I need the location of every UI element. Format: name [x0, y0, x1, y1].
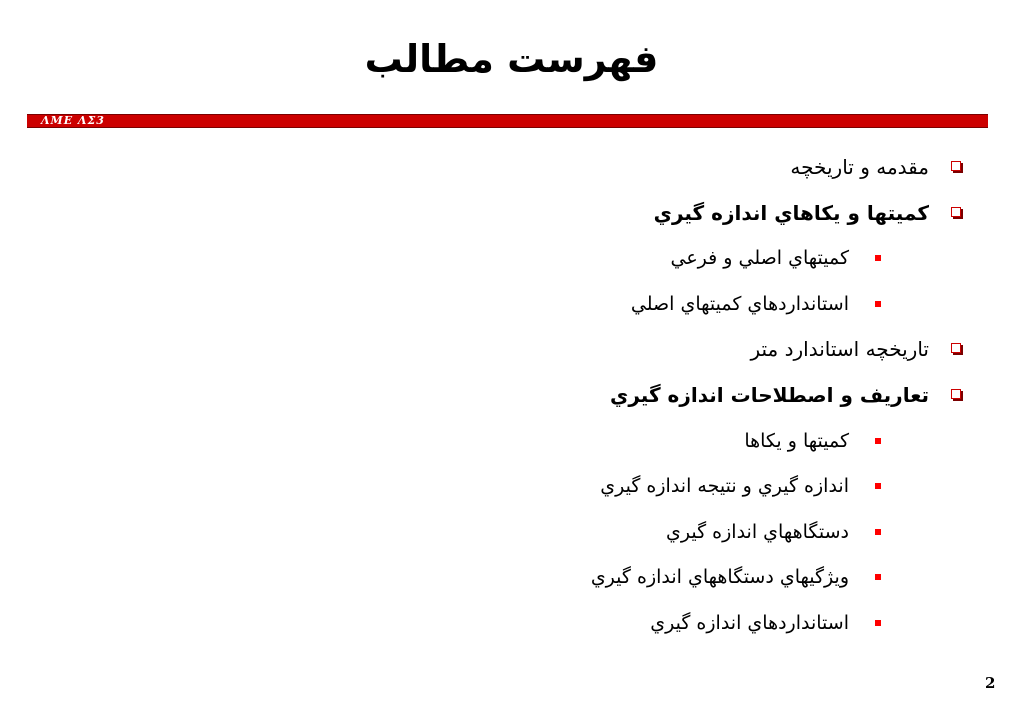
toc-item-label: استانداردهاي كميتهاي اصلي [630, 292, 849, 315]
toc-subitem-measurement-standards [405, 604, 965, 650]
page-number: 2 [985, 674, 996, 692]
toc-item-label: استانداردهاي اندازه گيري [650, 611, 849, 634]
header-bar-logo-text: ΛΜΕ ΛΣ3 [41, 114, 105, 127]
toc-subitem-measurement-result [405, 467, 965, 513]
filled-square-icon [875, 529, 881, 535]
toc-item-definitions [405, 376, 965, 422]
hollow-square-icon [951, 161, 961, 171]
slide-title: فهرست مطالب [364, 37, 659, 81]
table-of-contents [405, 148, 965, 650]
toc-item-label: مقدمه و تاريخچه [790, 155, 929, 179]
toc-item-label: كميتها و يكاهاي اندازه گيري [653, 200, 929, 225]
filled-square-icon [875, 301, 881, 307]
toc-subitem-quantities-units [405, 422, 965, 468]
toc-item-label: كميتها و يكاها [744, 429, 849, 452]
filled-square-icon [875, 438, 881, 444]
hollow-square-icon [951, 389, 961, 399]
toc-subitem-instrument-characteristics [405, 558, 965, 604]
toc-item-label: اندازه گيري و نتيجه اندازه گيري [600, 475, 849, 498]
toc-item-quantities-units [405, 194, 965, 240]
header-bar [27, 114, 988, 128]
toc-item-meter-history [405, 330, 965, 376]
filled-square-icon [875, 574, 881, 580]
toc-item-introduction [405, 148, 965, 194]
toc-subitem-base-derived [405, 239, 965, 285]
filled-square-icon [875, 483, 881, 489]
filled-square-icon [875, 620, 881, 626]
hollow-square-icon [951, 343, 961, 353]
toc-item-label: تعاريف و اصطلاحات اندازه گيري [610, 382, 929, 407]
toc-item-label: كميتهاي اصلي و فرعي [670, 247, 849, 270]
toc-item-label: دستگاههاي اندازه گيري [666, 520, 849, 543]
toc-item-label: تاريخچه استاندارد متر [750, 337, 929, 362]
filled-square-icon [875, 255, 881, 261]
hollow-square-icon [951, 207, 961, 217]
toc-subitem-instruments [405, 513, 965, 559]
toc-item-label: ويژگيهاي دستگاههاي اندازه گيري [590, 566, 849, 589]
toc-subitem-base-standards [405, 285, 965, 331]
